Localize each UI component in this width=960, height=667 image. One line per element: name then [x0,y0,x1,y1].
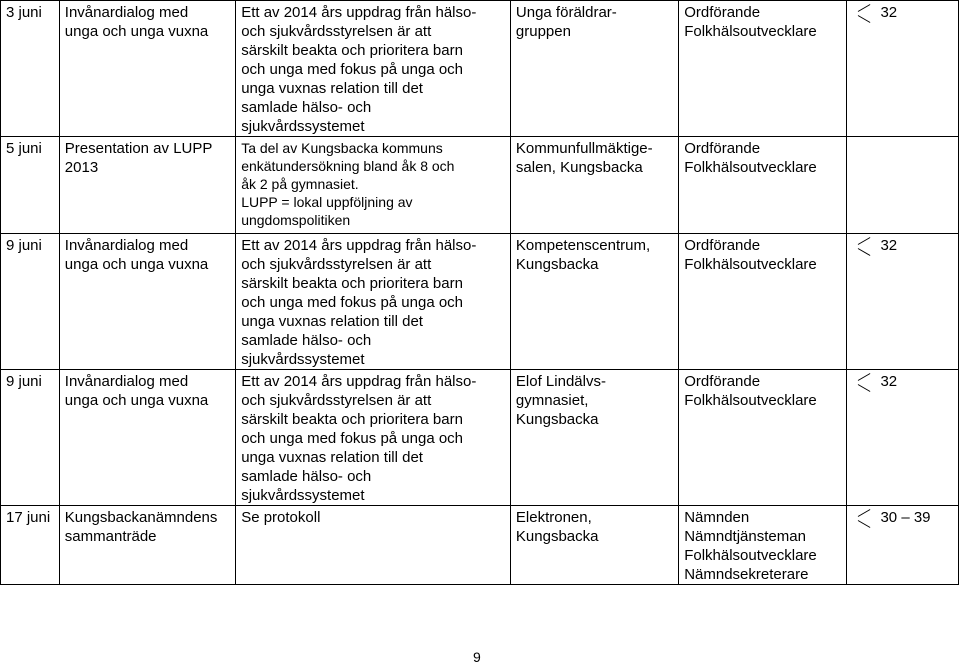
purpose-line: unga vuxnas relation till det [241,449,423,466]
reference-cell [847,234,959,370]
table-row [1,234,959,370]
participant-line: Nämndtjänsteman [684,528,806,545]
purpose-line: samlade hälso- och [241,99,372,116]
arrow-icon [852,374,876,390]
event-line: unga och unga vuxna [64,23,209,40]
participant-line: Folkhälsoutvecklare [684,256,817,273]
participants-cell [679,1,847,137]
purpose-line: och sjukvårdsstyrelsen är att [241,23,432,40]
place-line: Kommunfullmäktige- [515,140,653,157]
date-cell [1,234,60,370]
participant-line: Ordförande [684,140,761,157]
date-text: 5 juni [6,140,42,157]
purpose-cell [236,234,511,370]
event-line: unga och unga vuxna [64,256,209,273]
purpose-line: unga vuxnas relation till det [241,80,423,97]
reference [852,508,955,527]
place-line: Kungsbacka [515,256,599,273]
participants-cell [679,137,847,234]
event-cell [59,506,235,585]
purpose-line: särskilt beakta och prioritera barn [241,42,463,59]
participants-cell [679,234,847,370]
purpose-line: enkätundersökning bland åk 8 och [241,158,455,174]
date-text: 9 juni [6,237,42,254]
date-text: 9 juni [6,373,42,390]
purpose-line: samlade hälso- och [241,332,372,349]
participants-cell [679,506,847,585]
event-cell [59,370,235,506]
purpose-cell [236,506,511,585]
purpose-line: och sjukvårdsstyrelsen är att [241,392,432,409]
event-cell [59,1,235,137]
place-line: Kungsbacka [515,411,599,428]
place-line: Kungsbacka [515,528,599,545]
purpose-line: sjukvårdssystemet [241,487,365,504]
purpose-line: Ett av 2014 års uppdrag från hälso- [241,4,477,21]
date-text: 3 juni [6,4,42,21]
purpose-line: åk 2 på gymnasiet. [241,176,359,192]
date-cell [1,506,60,585]
purpose-line: sjukvårdssystemet [241,118,365,135]
purpose-line: och unga med fokus på unga och [241,430,464,447]
purpose-line: och unga med fokus på unga och [241,294,464,311]
purpose-line: och sjukvårdsstyrelsen är att [241,256,432,273]
purpose-cell [236,370,511,506]
reference-text: 32 [880,4,898,21]
page-number: 9 [473,649,481,665]
purpose-cell [236,137,511,234]
reference [852,3,955,22]
place-cell [510,370,678,506]
participant-line: Folkhälsoutvecklare [684,159,817,176]
table-row [1,506,959,585]
purpose-line: sjukvårdssystemet [241,351,365,368]
place-cell [510,1,678,137]
reference-cell [847,370,959,506]
event-line: Invånardialog med [64,4,189,21]
reference-cell [847,137,959,234]
place-line: gruppen [515,23,571,40]
participant-line: Nämnden [684,509,750,526]
participant-line: Folkhälsoutvecklare [684,392,817,409]
purpose-line: och unga med fokus på unga och [241,61,464,78]
date-cell [1,370,60,506]
purpose-line: Ett av 2014 års uppdrag från hälso- [241,373,477,390]
event-cell [59,234,235,370]
participant-line: Folkhälsoutvecklare [684,547,817,564]
event-line: Invånardialog med [64,237,189,254]
event-line: Invånardialog med [64,373,189,390]
purpose-cell [236,1,511,137]
purpose-line: Ett av 2014 års uppdrag från hälso- [241,237,477,254]
place-cell [510,234,678,370]
table-row [1,137,959,234]
event-line: Kungsbackanämndens [64,509,218,526]
participant-line: Folkhälsoutvecklare [684,23,817,40]
arrow-icon [852,238,876,254]
participant-line: Ordförande [684,373,761,390]
participant-line: Ordförande [684,4,761,21]
date-cell [1,137,60,234]
reference-text: 32 [880,373,898,390]
place-cell [510,137,678,234]
event-line: sammanträde [64,528,157,545]
place-cell [510,506,678,585]
table-row [1,370,959,506]
event-line: 2013 [64,159,99,176]
purpose-line: unga vuxnas relation till det [241,313,423,330]
reference-text: 32 [880,237,898,254]
purpose-line: samlade hälso- och [241,468,372,485]
place-line: gymnasiet, [515,392,589,409]
place-line: salen, Kungsbacka [515,159,643,176]
reference-cell [847,506,959,585]
purpose-line: särskilt beakta och prioritera barn [241,275,463,292]
purpose-line: särskilt beakta och prioritera barn [241,411,463,428]
date-cell [1,1,60,137]
participant-line: Nämndsekreterare [684,566,809,583]
place-line: Unga föräldrar- [515,4,617,21]
purpose-line: LUPP = lokal uppföljning av [241,194,413,210]
date-text: 17 juni [6,509,51,526]
participant-line: Ordförande [684,237,761,254]
table-row [1,1,959,137]
place-line: Kompetenscentrum, [515,237,651,254]
reference-cell [847,1,959,137]
event-line: Presentation av LUPP [64,140,213,157]
participants-cell [679,370,847,506]
arrow-icon [852,5,876,21]
purpose-line: Se protokoll [241,509,321,526]
purpose-line: Ta del av Kungsbacka kommuns [241,140,443,156]
place-line: Elof Lindälvs- [515,373,606,390]
event-cell [59,137,235,234]
reference [852,236,955,255]
place-line: Elektronen, [515,509,592,526]
reference [852,372,955,391]
event-line: unga och unga vuxna [64,392,209,409]
purpose-line: ungdomspolitiken [241,212,351,228]
reference-text: 30 – 39 [880,509,931,526]
arrow-icon [852,510,876,526]
